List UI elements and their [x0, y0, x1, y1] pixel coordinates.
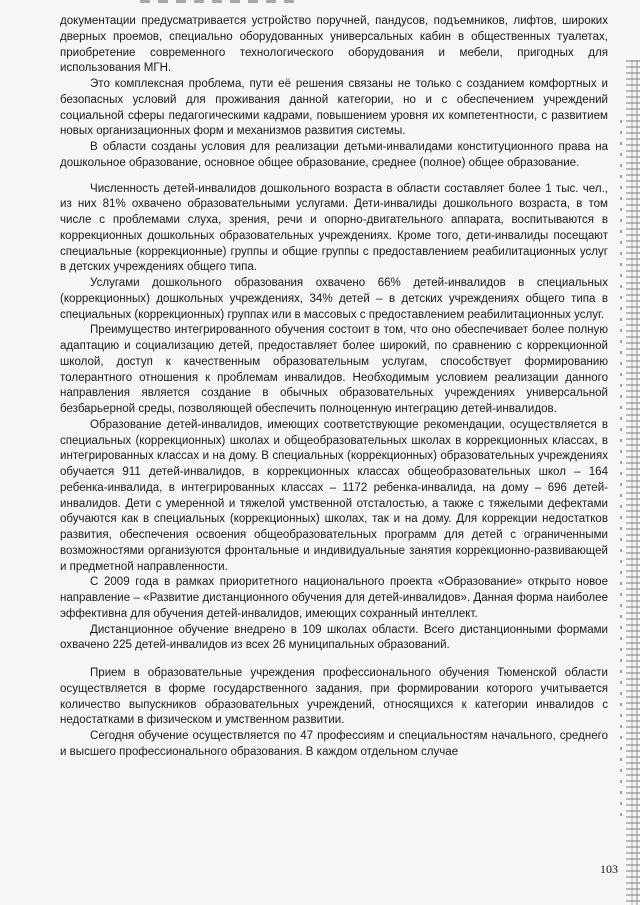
paragraph: В области созданы условия для реализации детьми-инвалидами конституционного права на дошкольное образование, основное общее образование, среднее (полное) общее образование.	[60, 141, 608, 169]
paragraph: С 2009 года в рамках приоритетного национального проекта «Образование» открыто новое направление – «Развитие дистанционного обучения для детей-инвалидов». Данная форма наиболее эффективна для обучения детей-инвалидов, имеющих сохранный интеллект.	[60, 576, 608, 620]
paragraph: документации предусматривается устройство поручней, пандусов, подъемников, лифтов, широких дверных проемов, специально оборудованных универсальных кабин в общественных туалетах, приобретение современного технологического оборудования и мебели, пригодных для использования МГН.	[60, 15, 608, 75]
paragraph: Преимущество интегрированного обучения состоит в том, что оно обеспечивает более полную адаптацию и социализацию детей, предоставляет более широкий, по сравнению с коррекционной школой, доступ к качественным образовательным услугам, способствует формированию толерантного отношения к проблемам инвалидов. Необходимым условием реализации данного направления является создание в обычных образовательных учреждениях универсальной безбарьерной среды, позволяющей обеспечить полноценную интеграцию детей-инвалидов.	[60, 324, 608, 415]
scan-artifact-right-line	[620, 120, 622, 820]
paragraph: Услугами дошкольного образования охвачено 66% детей-инвалидов в специальных (коррекционных) дошкольных учреждениях, 34% детей – в детских учреждениях общего типа в специальных (коррекционных) группах или в массовых с предоставлением реабилитационных услуг.	[60, 277, 608, 321]
paragraph-gap	[60, 654, 608, 666]
page-number: 103	[600, 862, 618, 876]
paragraph: Дистанционное обучение внедрено в 109 школах области. Всего дистанционными формами охвачено 225 детей-инвалидов из всех 26 муниципальных образований.	[60, 623, 608, 652]
scan-artifact-top	[140, 0, 300, 3]
paragraph: Прием в образовательные учреждения профессионального обучения Тюменской области осуществляется в форме государственного задания, при формировании которого учитывается количество выпускников образовательных учреждений, относящихся к категории инвалидов с недостатками в физическом и умственном развитии.	[60, 667, 608, 727]
paragraph-gap	[60, 172, 608, 182]
paragraph: Образование детей-инвалидов, имеющих соответствующие рекомендации, осуществляется в специальных (коррекционных) школах и общеобразовательных школах в коррекционных классах, в интегрированных классах и на дому. В специальных (коррекционных) образовательных учреждениях обучается 911 детей-инвалидов, в коррекционных классах общеобразовательных школ – 164 ребенка-инвалида, в интегрированных классах – 1172 ребенка-инвалида, на дому – 696 детей-инвалидов. Дети с умеренной и тяжелой умственной отсталостью, а также с тяжелыми дефектами обучаются как в специальных (коррекционных) школах, так и на дому. Для коррекции недостатков развития, обеспечения освоения общеобразовательных программ для детей с ограниченными возможностями организуются фронтальные и индивидуальные занятия коррекционно-развивающей и предметной направленности.	[60, 418, 608, 573]
paragraph: Сегодня обучение осуществляется по 47 профессиям и специальностям начального, среднего и высшего профессионального образования. В каждом отдельном случае	[60, 730, 608, 758]
scan-artifact-right-edge	[626, 60, 640, 905]
document-body	[60, 14, 608, 761]
paragraph: Это комплексная проблема, пути её решения связаны не только с созданием комфортных и безопасных условий для проживания данной категории, но и с обеспечением учреждений социальной сферы педагогическими кадрами, повышением уровня их компетентности, с развитием новых организационных форм и механизмов развития системы.	[60, 78, 608, 138]
paragraph: Численность детей-инвалидов дошкольного возраста в области составляет более 1 тыс. чел., из них 81% охвачено образовательными услугами. Дети-инвалиды дошкольного возраста, в том числе с проблемами слуха, зрения, речи и опорно-двигательного аппарата, воспитываются в коррекционных дошкольных образовательных учреждениях. Кроме того, дети-инвалиды посещают специальные (коррекционные) группы и общие группы с предоставлением реабилитационных услуг в детских учреждениях общего типа.	[60, 182, 608, 274]
